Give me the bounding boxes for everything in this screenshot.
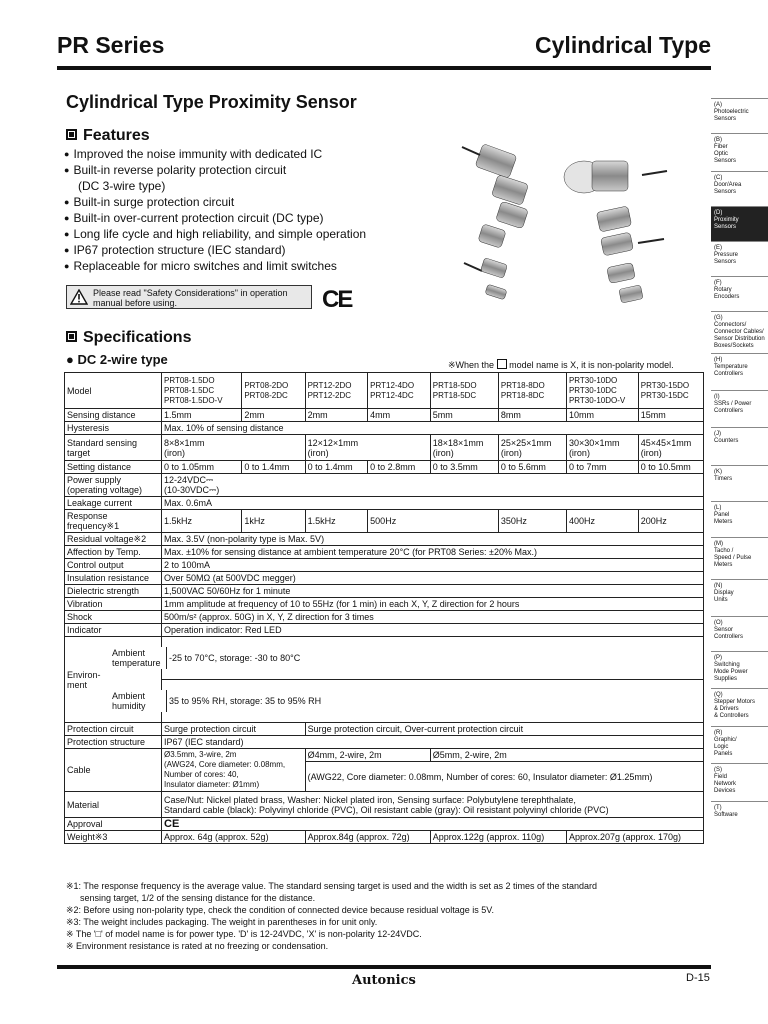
table-cell: 2mm <box>242 409 305 422</box>
row-label: Approval <box>65 818 162 831</box>
table-row <box>65 559 704 572</box>
row-label: Standard sensing target <box>65 435 162 461</box>
table-cell: PRT30-10DO PRT30-10DC PRT30-10DO-V <box>566 373 638 409</box>
row-label: Vibration <box>65 598 162 611</box>
table-cell: Max. 0.6mA <box>162 497 704 510</box>
table-cell: PRT08-1.5DO PRT08-1.5DC PRT08-1.5DO-V <box>162 373 242 409</box>
table-cell <box>112 680 704 723</box>
sidebar-tab[interactable]: (Q) Stepper Motors & Drivers & Controllers <box>711 688 768 726</box>
table-row <box>65 409 704 422</box>
table-row <box>65 373 704 409</box>
environment-label: Environ- ment <box>67 669 101 690</box>
table-cell: 1,500VAC 50/60Hz for 1 minute <box>162 585 704 598</box>
header-rule <box>57 66 711 70</box>
sidebar-tab[interactable]: (R) Graphic/ Logic Panels <box>711 726 768 763</box>
table-cell: Surge protection circuit, Over-current protection circuit <box>305 723 703 736</box>
table-cell <box>112 637 704 680</box>
spec-table <box>64 372 704 844</box>
sidebar-tab[interactable]: (P) Switching Mode Power Supplies <box>711 651 768 688</box>
table-cell: Max. ±10% for sensing distance at ambient temperature 20°C (for PRT08 Series: ±20% Max.) <box>162 546 704 559</box>
row-label: Affection by Temp. <box>65 546 162 559</box>
row-label: Cable <box>65 749 162 792</box>
sidebar-tab[interactable]: (I) SSRs / Power Controllers <box>711 390 768 427</box>
table-row <box>65 422 704 435</box>
footnote: ※1: The response frequency is the average value. The standard sensing target is used and the width is set as 2 times of the standard <box>66 881 598 891</box>
table-row <box>65 736 704 749</box>
table-cell: CE <box>162 818 704 831</box>
features-heading: Features <box>66 127 150 145</box>
footnote: ※2: Before using non-polarity type, check the condition of connected device because residual voltage is 5V. <box>66 905 494 915</box>
table-row <box>65 546 704 559</box>
feature-item: ● Built-in over-current protection circuit (DC type) <box>64 211 404 227</box>
table-cell: 0 to 1.4mm <box>242 461 305 474</box>
product-photo <box>452 135 674 310</box>
row-label: Model <box>65 373 162 409</box>
table-cell: Surge protection circuit <box>162 723 306 736</box>
page-number: D-15 <box>686 972 710 984</box>
table-cell: 18×18×1mm (iron) <box>430 435 498 461</box>
dc-2wire-subheading: ● DC 2-wire type <box>66 352 168 367</box>
table-row <box>65 611 704 624</box>
table-cell: 0 to 1.4mm <box>305 461 368 474</box>
row-label: Weight※3 <box>65 831 162 844</box>
page-header <box>57 32 711 66</box>
table-row <box>65 461 704 474</box>
table-cell: 15mm <box>638 409 703 422</box>
warning-icon <box>70 289 88 305</box>
table-row <box>65 818 704 831</box>
table-cell: 12-24VDC⎓ (10-30VDC⎓) <box>162 474 704 497</box>
sidebar-tab[interactable]: (O) Sensor Controllers <box>711 616 768 651</box>
table-cell: 400Hz <box>566 510 638 533</box>
table-row <box>65 637 704 680</box>
table-cell: 1.5mm <box>162 409 242 422</box>
sidebar-tab[interactable]: (T) Software <box>711 801 768 836</box>
table-row <box>65 510 704 533</box>
table-cell: Ø5mm, 2-wire, 2m <box>430 749 703 762</box>
ambient-humidity-label: Ambient humidity <box>110 690 167 712</box>
row-label: Residual voltage※2 <box>65 533 162 546</box>
sidebar-tab[interactable]: (A) Photoelectric Sensors <box>711 98 768 133</box>
footnotes <box>66 880 706 952</box>
table-row <box>65 598 704 611</box>
feature-item: (DC 3-wire type) <box>78 179 166 193</box>
table-cell: Max. 3.5V (non-polarity type is Max. 5V) <box>162 533 704 546</box>
feature-item: ● Built-in surge protection circuit <box>64 195 404 211</box>
table-cell: 12×12×1mm (iron) <box>305 435 430 461</box>
sidebar-tab[interactable]: (D) Proximity Sensors <box>711 206 768 241</box>
table-cell: Operation indicator: Red LED <box>162 624 704 637</box>
table-row <box>65 723 704 736</box>
table-row <box>65 624 704 637</box>
table-cell: 500Hz <box>368 510 499 533</box>
table-cell: PRT18-8DO PRT18-8DC <box>498 373 566 409</box>
model-note: ※When the model name is X, it is non-polarity model. <box>448 360 674 370</box>
footnote: ※ Environment resistance is rated at no freezing or condensation. <box>66 941 329 951</box>
brand-logo: Autonics <box>352 973 416 988</box>
table-cell: PRT30-15DO PRT30-15DC <box>638 373 703 409</box>
footnote: sensing target, 1/2 of the sensing distance for the distance. <box>80 893 316 903</box>
table-cell: Approx.122g (approx. 110g) <box>430 831 566 844</box>
table-cell: PRT08-2DO PRT08-2DC <box>242 373 305 409</box>
table-cell: 0 to 1.05mm <box>162 461 242 474</box>
row-label: Setting distance <box>65 461 162 474</box>
safety-warning <box>66 285 312 309</box>
ambient-humidity-value: 35 to 95% RH, storage: 35 to 95% RH <box>169 696 322 706</box>
table-row <box>65 831 704 844</box>
table-cell: 25×25×1mm (iron) <box>498 435 566 461</box>
sidebar-tab[interactable]: (K) Timers <box>711 465 768 501</box>
table-cell: PRT12-2DO PRT12-2DC <box>305 373 368 409</box>
table-row <box>65 497 704 510</box>
table-row <box>65 435 704 461</box>
type-title: Cylindrical Type <box>535 32 711 58</box>
row-label: Indicator <box>65 624 162 637</box>
row-label: Control output <box>65 559 162 572</box>
table-cell: 8mm <box>498 409 566 422</box>
table-cell: 2 to 100mA <box>162 559 704 572</box>
square-bullet-icon <box>66 331 77 342</box>
row-label: Hysteresis <box>65 422 162 435</box>
table-cell: 45×45×1mm (iron) <box>638 435 703 461</box>
row-label: Dielectric strength <box>65 585 162 598</box>
model-box-icon <box>497 359 507 369</box>
table-cell: 1mm amplitude at frequency of 10 to 55Hz (for 1 min) in each X, Y, Z direction for 2 hours <box>162 598 704 611</box>
ce-mark: CE <box>322 286 352 313</box>
table-cell: 0 to 7mm <box>566 461 638 474</box>
table-cell: IP67 (IEC standard) <box>162 736 704 749</box>
table-cell: 1.5kHz <box>162 510 242 533</box>
sidebar-tab[interactable]: (L) Panel Meters <box>711 501 768 537</box>
table-cell: 0 to 2.8mm <box>368 461 431 474</box>
footer-rule <box>57 965 711 969</box>
table-cell: Ø4mm, 2-wire, 2m <box>305 749 430 762</box>
table-cell: Approx.84g (approx. 72g) <box>305 831 430 844</box>
table-cell: Approx.207g (approx. 170g) <box>566 831 703 844</box>
table-cell: Ø3.5mm, 3-wire, 2m (AWG24, Core diameter: 0.08mm, Number of cores: 40, Insulator diameter: Ø1mm) <box>162 749 306 792</box>
feature-item: ● Built-in reverse polarity protection circuit <box>64 163 404 179</box>
square-bullet-icon <box>66 129 77 140</box>
sidebar-tab[interactable]: (N) Display Units <box>711 579 768 616</box>
table-row <box>65 474 704 497</box>
footnote: ※ The '□' of model name is for power type. 'D' is 12-24VDC, 'X' is non-polarity 12-24VDC. <box>66 929 422 939</box>
row-label: Protection circuit <box>65 723 162 736</box>
series-title: PR Series <box>57 32 165 58</box>
table-cell: 200Hz <box>638 510 703 533</box>
table-cell: 4mm <box>368 409 431 422</box>
feature-item: ● Improved the noise immunity with dedicated IC <box>64 147 404 163</box>
row-label: Response frequency※1 <box>65 510 162 533</box>
row-label: Protection structure <box>65 736 162 749</box>
sidebar-tab[interactable]: (C) Door/Area Sensors <box>711 171 768 206</box>
table-row <box>65 533 704 546</box>
table-cell: PRT18-5DO PRT18-5DC <box>430 373 498 409</box>
table-cell: 1.5kHz <box>305 510 368 533</box>
feature-item: ● Long life cycle and high reliability, and simple operation <box>64 227 404 243</box>
row-label: Sensing distance <box>65 409 162 422</box>
row-label: Insulation resistance <box>65 572 162 585</box>
table-cell: 10mm <box>566 409 638 422</box>
footnote: ※3: The weight includes packaging. The weight in parentheses in for unit only. <box>66 917 378 927</box>
table-cell: Over 50MΩ (at 500VDC megger) <box>162 572 704 585</box>
sidebar-tab[interactable]: (E) Pressure Sensors <box>711 241 768 276</box>
page-title: Cylindrical Type Proximity Sensor <box>66 92 357 112</box>
row-label: Shock <box>65 611 162 624</box>
sidebar-tab[interactable]: (G) Connectors/ Connector Cables/ Sensor Distribution Boxes/Sockets <box>711 311 768 353</box>
sidebar-tab[interactable]: (H) Temperature Controllers <box>711 353 768 390</box>
table-row <box>65 585 704 598</box>
row-label: Leakage current <box>65 497 162 510</box>
table-cell: 30×30×1mm (iron) <box>566 435 638 461</box>
table-cell: 0 to 10.5mm <box>638 461 703 474</box>
table-cell: Approx. 64g (approx. 52g) <box>162 831 306 844</box>
feature-item: ● IP67 protection structure (IEC standard) <box>64 243 404 259</box>
table-cell: 2mm <box>305 409 368 422</box>
row-label: Power supply (operating voltage) <box>65 474 162 497</box>
table-row <box>65 792 704 818</box>
table-cell: 5mm <box>430 409 498 422</box>
table-cell: PRT12-4DO PRT12-4DC <box>368 373 431 409</box>
sidebar-tab[interactable]: (M) Tacho / Speed / Pulse Meters <box>711 537 768 579</box>
table-cell: 1kHz <box>242 510 305 533</box>
table-cell: 0 to 5.6mm <box>498 461 566 474</box>
ambient-temp-label: Ambient temperature <box>110 647 167 669</box>
warning-text: Please read "Safety Considerations" in operation manual before using. <box>93 288 288 308</box>
ambient-temp-value: -25 to 70°C, storage: -30 to 80°C <box>169 653 301 663</box>
table-cell: Case/Nut: Nickel plated brass, Washer: Nickel plated iron, Sensing surface: Polybutylene terephthalate, Standard cable (black): Polyvinyl chloride (PVC), Oil resistant cable (gray): Oil resistant polyvinyl chloride (PVC) <box>162 792 704 818</box>
table-row <box>65 572 704 585</box>
features-list <box>64 147 404 275</box>
sidebar-tab[interactable]: (J) Counters <box>711 427 768 465</box>
table-cell: 500m/s² (approx. 50G) in X, Y, Z direction for 3 times <box>162 611 704 624</box>
specifications-heading: Specifications <box>66 329 191 347</box>
sidebar-tab[interactable]: (F) Rotary Encoders <box>711 276 768 311</box>
table-cell: 8×8×1mm (iron) <box>162 435 306 461</box>
table-cell: (AWG22, Core diameter: 0.08mm, Number of cores: 60, Insulator diameter: Ø1.25mm) <box>305 762 703 792</box>
table-cell: Max. 10% of sensing distance <box>162 422 704 435</box>
table-cell: 350Hz <box>498 510 566 533</box>
category-sidebar <box>711 98 768 836</box>
sidebar-tab[interactable]: (S) Field Network Devices <box>711 763 768 801</box>
table-cell: 0 to 3.5mm <box>430 461 498 474</box>
table-row <box>65 749 704 762</box>
sidebar-tab[interactable]: (B) Fiber Optic Sensors <box>711 133 768 171</box>
feature-item: ● Replaceable for micro switches and limit switches <box>64 259 404 275</box>
row-label: Material <box>65 792 162 818</box>
